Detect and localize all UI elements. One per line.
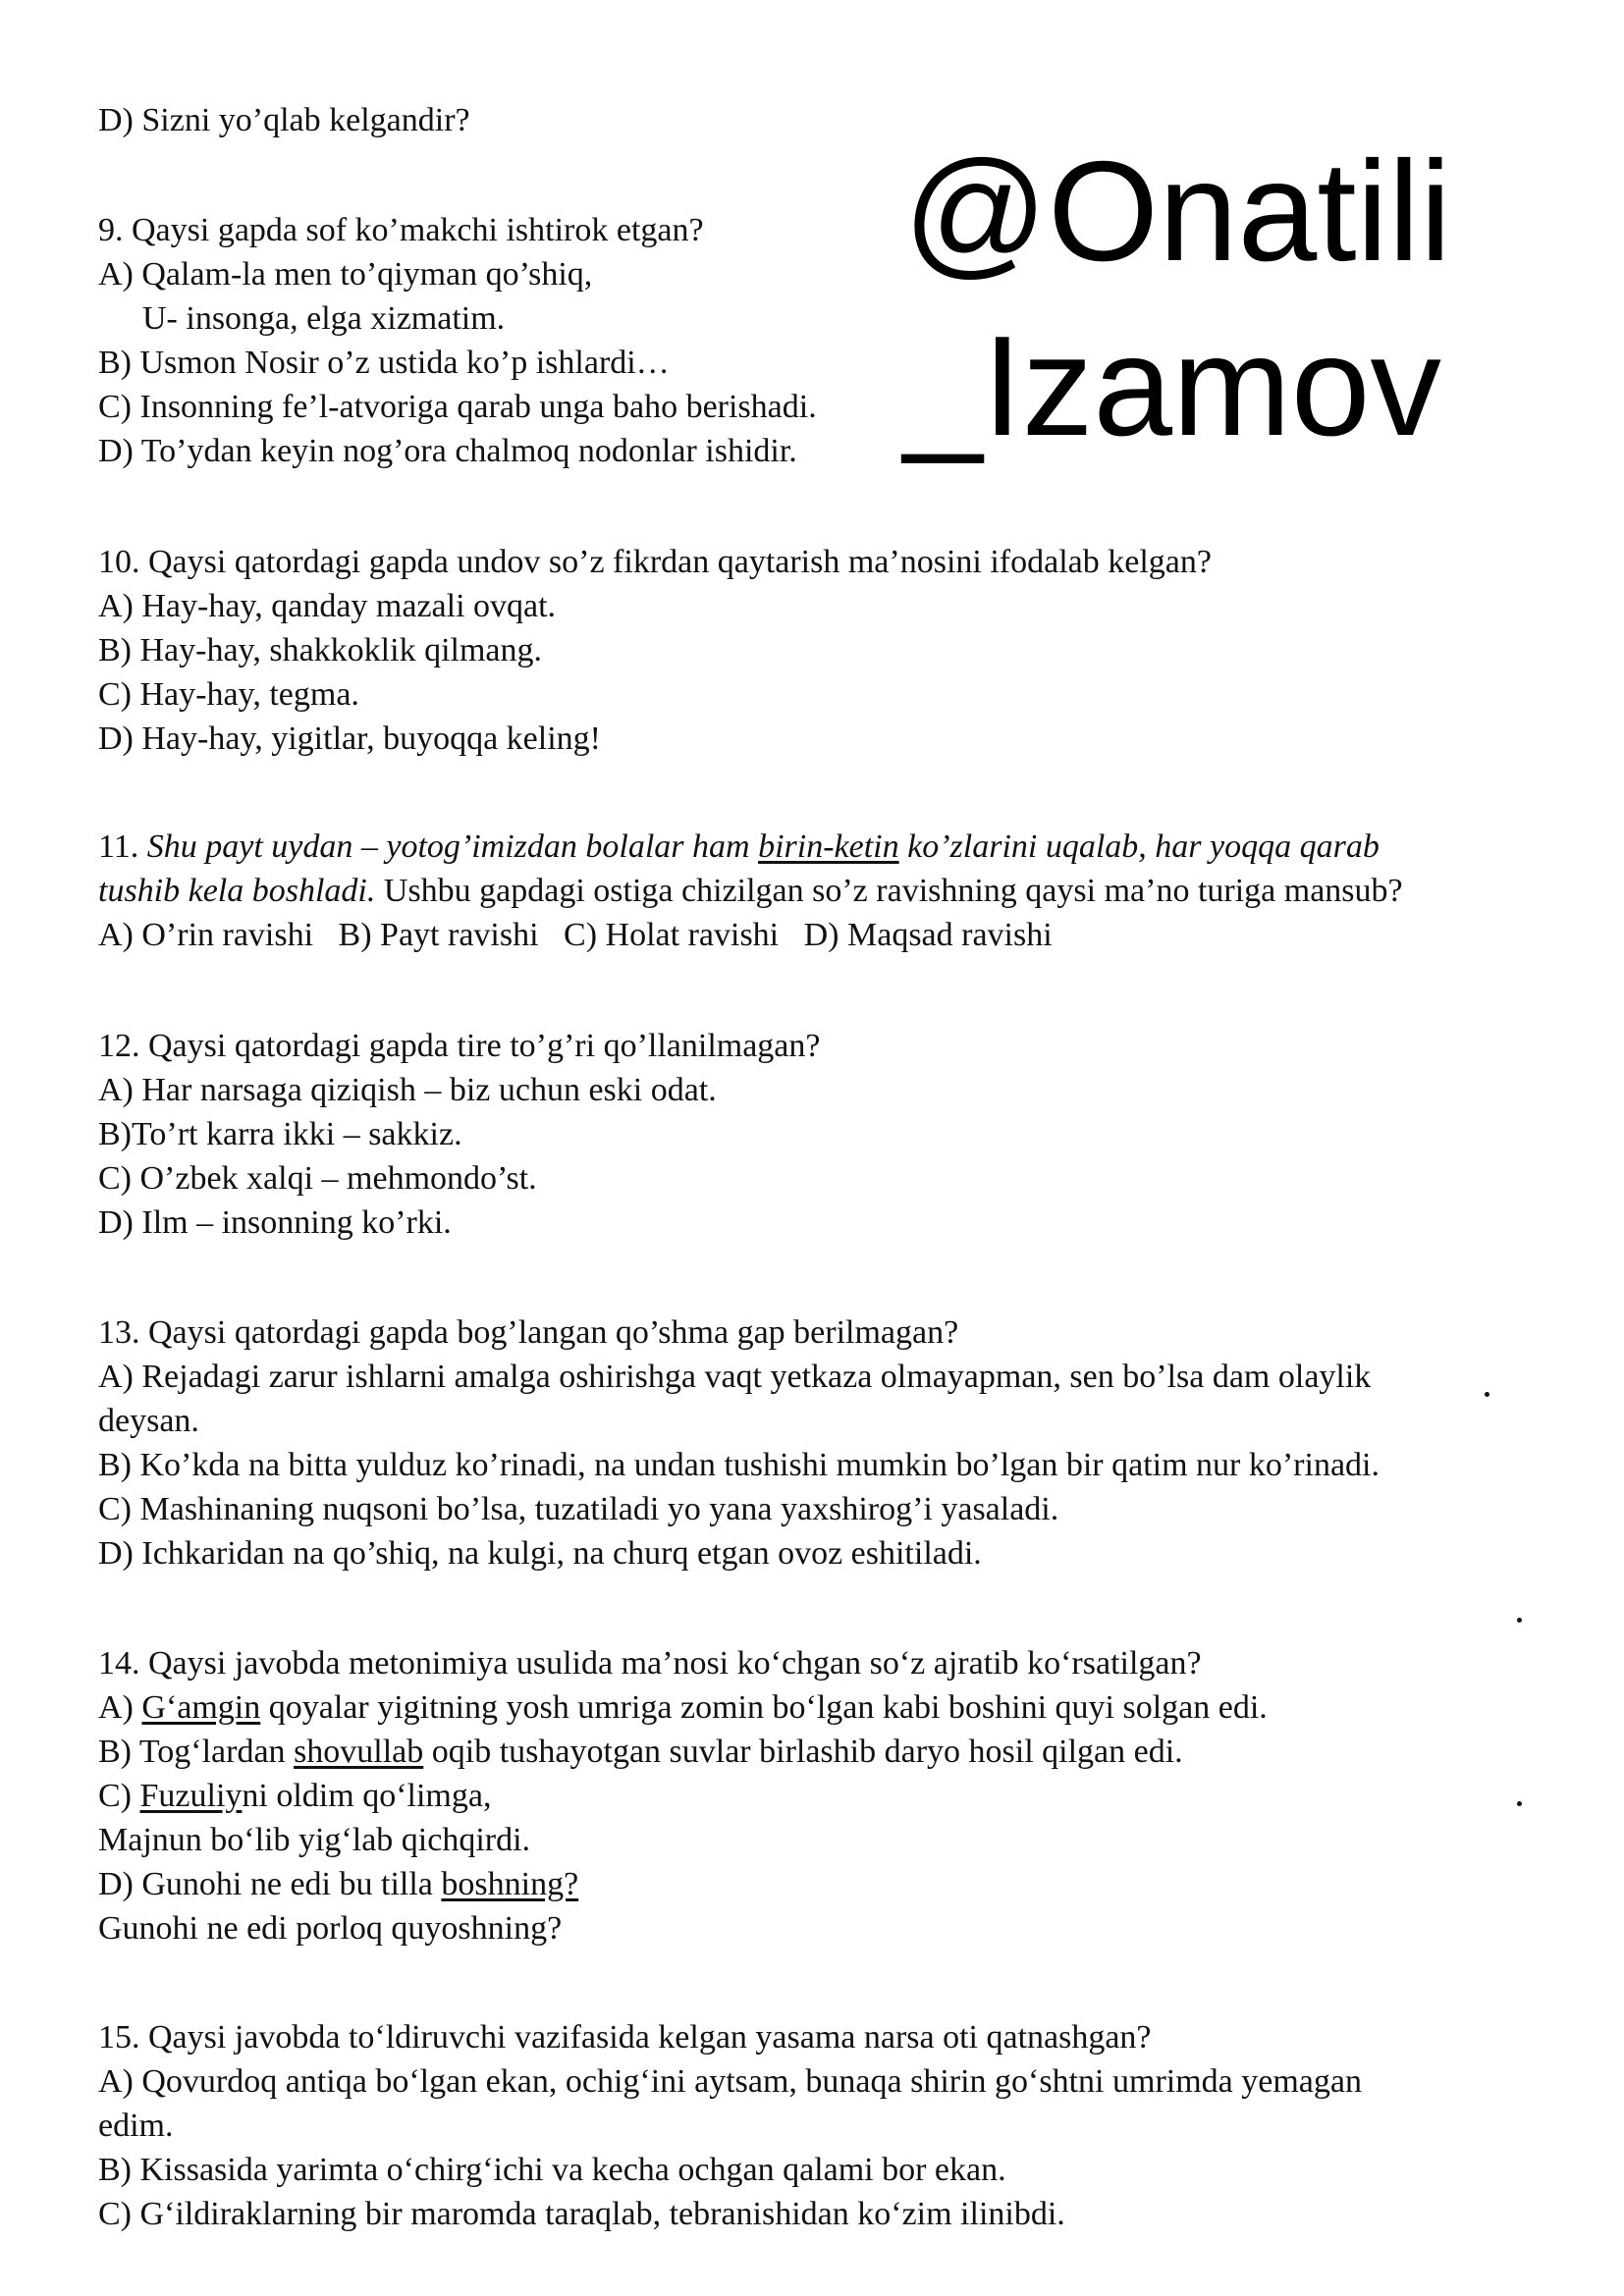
- q9-option-a-line2: U- insonga, elga xizmatim.: [142, 300, 506, 337]
- q13-option-c: C) Mashinaning nuqsoni bo’lsa, tuzatiladi yo yana yaxshirog’i yasaladi.: [98, 1491, 1059, 1527]
- q14-option-b-underlined: shovullab: [294, 1734, 424, 1770]
- watermark-line2: _Izamov: [903, 306, 1441, 465]
- q9-option-b: B) Usmon Nosir o’z ustida ko’p ishlardi…: [98, 345, 670, 381]
- q14-option-c: [98, 1774, 491, 1818]
- q10-option-a: A) Hay-hay, qanday mazali ovqat.: [98, 588, 557, 624]
- q9-question: 9. Qaysi gapda sof ko’makchi ishtirok etgan?: [98, 212, 704, 248]
- q10-option-b: B) Hay-hay, shakkoklik qilmang.: [98, 632, 542, 668]
- q13-option-a-line1: A) Rejadagi zarur ishlarni amalga oshirishga vaqt yetkaza olmayapman, sen bo’lsa dam olaylik: [98, 1359, 1372, 1395]
- q14-option-b-suffix: oqib tushayotgan suvlar birlashib daryo hosil qilgan edi.: [423, 1734, 1183, 1770]
- q15-option-b: B) Kissasida yarimta o‘chirg‘ichi va kecha ochgan qalami bor ekan.: [98, 2152, 1006, 2188]
- q14-option-a-suffix: qoyalar yigitning yosh umriga zomin bo‘lgan kabi boshini quyi solgan edi.: [260, 1689, 1268, 1726]
- q12-question: 12. Qaysi qatordagi gapda tire to’g’ri qo’llanilmagan?: [98, 1028, 821, 1064]
- q11-options: A) O’rin ravishi B) Payt ravishi C) Holat ravishi D) Maqsad ravishi: [98, 917, 1053, 953]
- q10-option-d: D) Hay-hay, yigitlar, buyoqqa keling!: [98, 721, 601, 757]
- q14-option-d-prefix: D) Gunohi ne edi bu tilla: [98, 1866, 442, 1902]
- q11-italic-part2: ko’zlarini uqalab, har yoqqa qarab: [907, 828, 1380, 865]
- q15-option-a-line2: edim.: [98, 2108, 174, 2144]
- q9-option-a-line1: A) Qalam-la men to’qiyman qo’shiq,: [98, 256, 593, 293]
- q12-option-c: C) O’zbek xalqi – mehmondo’st.: [98, 1160, 537, 1197]
- q14-option-a-underlined: G‘amgin: [141, 1689, 261, 1726]
- stray-dot: [1517, 1618, 1522, 1623]
- q14-question: 14. Qaysi javobda metonimiya usulida ma’nosi ko‘chgan so‘z ajratib ko‘rsatilgan?: [98, 1645, 1202, 1682]
- stray-dot: [1485, 1392, 1489, 1397]
- q14-option-b-prefix: B) Tog‘lardan: [98, 1734, 295, 1770]
- q11-line1: [98, 825, 1380, 869]
- q9-option-d: D) To’ydan keyin nog’ora chalmoq nodonlar ishidir.: [98, 433, 797, 469]
- q14-option-c-underlined: Fuzuliy: [139, 1778, 243, 1814]
- q14-option-d: [98, 1862, 578, 1906]
- q14-option-d-underlined: boshning?: [441, 1866, 579, 1902]
- q11-italic-part1: Shu payt uydan – yotog’imizdan bolalar ham: [146, 828, 750, 865]
- q15-option-c: C) G‘ildiraklarning bir maromda taraqlab, tebranishidan ko‘zim ilinibdi.: [98, 2196, 1065, 2232]
- q14-option-a: [98, 1685, 1268, 1730]
- q11-number: 11.: [98, 828, 139, 865]
- watermark-line1: @Onatili: [903, 132, 1452, 291]
- q14-option-d-line2: Gunohi ne edi porloq quyoshning?: [98, 1910, 563, 1947]
- q14-option-c-suffix: ni oldim qo‘limga,: [242, 1778, 492, 1814]
- q10-option-c: C) Hay-hay, tegma.: [98, 676, 359, 713]
- q13-option-a-line2: deysan.: [98, 1403, 199, 1439]
- q12-option-d: D) Ilm – insonning ko’rki.: [98, 1204, 452, 1241]
- q8-option-d: D) Sizni yo’qlab kelgandir?: [98, 102, 470, 138]
- q15-question: 15. Qaysi javobda to‘ldiruvchi vazifasida kelgan yasama narsa oti qatnashgan?: [98, 2019, 1152, 2056]
- stray-dot: [1517, 1801, 1522, 1806]
- q14-option-b: [98, 1730, 1183, 1774]
- q11-line2: [98, 869, 1403, 913]
- q10-question: 10. Qaysi qatordagi gapda undov so’z fikrdan qaytarish ma’nosini ifodalab kelgan?: [98, 544, 1212, 580]
- q15-option-a-line1: A) Qovurdoq antiqa bo‘lgan ekan, ochig‘ini aytsam, bunaqa shirin go‘shtni umrimda yemagan: [98, 2063, 1362, 2100]
- q12-option-a: A) Har narsaga qiziqish – biz uchun eski odat.: [98, 1072, 717, 1108]
- q13-option-d: D) Ichkaridan na qo’shiq, na kulgi, na churq etgan ovoz eshitiladi.: [98, 1535, 982, 1572]
- q11-underlined-word: birin-ketin: [758, 828, 899, 865]
- q13-option-b: B) Ko’kda na bitta yulduz ko’rinadi, na undan tushishi mumkin bo’lgan bir qatim nur ko’rinadi.: [98, 1447, 1380, 1483]
- q11-question-rest: Ushbu gapdagi ostiga chizilgan so’z ravishning qaysi ma’no turiga mansub?: [383, 873, 1403, 909]
- q14-option-c-prefix: C): [98, 1778, 140, 1814]
- q13-question: 13. Qaysi qatordagi gapda bog’langan qo’shma gap berilmagan?: [98, 1314, 959, 1351]
- q14-option-c-line2: Majnun bo‘lib yig‘lab qichqirdi.: [98, 1822, 531, 1858]
- q11-italic-part3: tushib kela boshladi.: [98, 873, 376, 909]
- q9-option-c: C) Insonning fe’l-atvoriga qarab unga baho berishadi.: [98, 389, 817, 425]
- q12-option-b: B)To’rt karra ikki – sakkiz.: [98, 1116, 462, 1152]
- q14-option-a-prefix: A): [98, 1689, 142, 1726]
